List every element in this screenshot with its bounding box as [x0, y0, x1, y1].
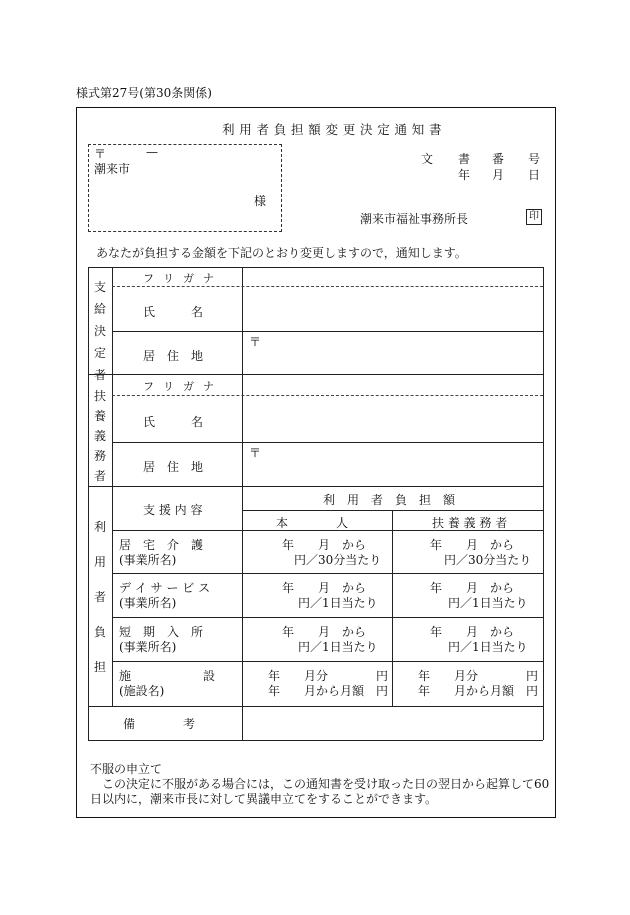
burden-label-char: 担: [93, 660, 106, 674]
self-amount-line2: 円／1日当たり: [298, 596, 378, 610]
recipient-label-char: 決: [93, 324, 106, 338]
service-name: 短 期 入 所: [119, 625, 204, 639]
table-line: [112, 573, 543, 574]
table-line: [88, 486, 543, 487]
guardian-furigana-label: フ リ ガ ナ: [143, 380, 217, 393]
self-amount-line1: 年 月 から: [282, 581, 367, 595]
guardian-label-char: 義: [93, 429, 106, 443]
appeal-line-1: この決定に不服がある場合には，この通知書を受け取った日の翌日から起算して60: [90, 777, 550, 791]
service-sub: (事業所名): [119, 640, 177, 654]
date-day: 日: [528, 168, 541, 182]
address-box: [88, 144, 282, 232]
self-header: 本 人: [276, 516, 349, 530]
service-name: デ イ サ ー ビ ス: [119, 581, 211, 595]
table-dashed-line: [112, 395, 543, 396]
issuer: 潮来市福祉事務所長: [360, 212, 469, 226]
guardian-amount-line2: 円／1日当たり: [448, 596, 528, 610]
doc-number-char: 文: [421, 152, 434, 166]
guardian-header: 扶 養 義 務 者: [432, 516, 508, 530]
service-sub: (施設名): [119, 684, 165, 698]
doc-number-char: 書: [458, 152, 471, 166]
self-amount-line1: 年 月 から: [282, 625, 367, 639]
burden-label-char: 負: [93, 625, 106, 639]
table-line: [112, 267, 113, 706]
burden-label-char: 用: [93, 555, 106, 569]
date-month: 月: [492, 168, 505, 182]
doc-number-char: 号: [528, 152, 541, 166]
recipient-furigana-label: フ リ ガ ナ: [143, 272, 217, 285]
table-line: [88, 706, 543, 707]
user-burden-header: 利 用 者 負 担 額: [323, 493, 456, 507]
doc-number-char: 番: [492, 152, 505, 166]
table-line: [88, 267, 89, 740]
table-line: [543, 267, 544, 740]
table-line: [242, 267, 243, 740]
postal-mark: 〒: [94, 147, 107, 161]
table-line: [242, 510, 543, 511]
table-line: [88, 374, 543, 375]
guardian-label-char: 者: [93, 469, 106, 483]
guardian-amount-line1: 年 月 から: [430, 581, 515, 595]
guardian-label-char: 養: [93, 409, 106, 423]
postal-dash: —: [146, 145, 158, 159]
guardian-amount-line1: 年 月 から: [430, 625, 515, 639]
form-number: 様式第27号(第30条関係): [76, 86, 212, 100]
table-line: [88, 740, 543, 741]
guardian-name-label: 氏 名: [143, 415, 204, 429]
appeal-heading: 不服の申立て: [90, 762, 163, 776]
guardian-label-char: 務: [93, 449, 106, 463]
address-city: 潮来市: [94, 162, 131, 176]
guardian-amount-line1: 年 月分 円: [418, 669, 539, 683]
recipient-address-label: 居 住 地: [143, 349, 204, 363]
table-line: [392, 510, 393, 706]
service-name: 居 宅 介 護: [119, 538, 204, 552]
recipient-postal-mark: 〒: [249, 335, 262, 349]
remarks-label: 備 考: [123, 717, 196, 731]
honorific: 様: [254, 194, 267, 208]
self-amount-line2: 円／1日当たり: [298, 640, 378, 654]
recipient-name-label: 氏 名: [143, 305, 204, 319]
recipient-label-char: 支: [93, 280, 106, 294]
table-line: [112, 661, 543, 662]
self-amount-line2: 年 月から月額 円: [268, 684, 389, 698]
table-dashed-line: [112, 286, 543, 287]
table-line: [112, 617, 543, 618]
recipient-label-char: 給: [93, 302, 106, 316]
guardian-label-char: 扶: [93, 389, 106, 403]
service-sub: (事業所名): [119, 553, 177, 567]
table-line: [112, 442, 543, 443]
service-sub: (事業所名): [119, 596, 177, 610]
support-content-header: 支 援 内 容: [143, 503, 203, 517]
guardian-amount-line2: 円／30分当たり: [444, 553, 532, 567]
appeal-line-2: 日以内に，潮来市長に対して異議申立てをすることができます。: [90, 792, 438, 806]
table-line: [112, 331, 543, 332]
guardian-address-label: 居 住 地: [143, 460, 204, 474]
guardian-postal-mark: 〒: [249, 446, 262, 460]
self-amount-line1: 年 月 から: [282, 538, 367, 552]
burden-label-char: 利: [93, 520, 106, 534]
form-title: 利用者負担額変更決定通知書: [222, 122, 447, 137]
self-amount-line2: 円／30分当たり: [294, 553, 382, 567]
guardian-amount-line2: 円／1日当たり: [448, 640, 528, 654]
seal-mark: 印: [526, 209, 542, 225]
recipient-label-char: 者: [93, 368, 106, 382]
table-line: [88, 267, 543, 268]
intro-text: あなたが負担する金額を下記のとおり変更しますので，通知します。: [96, 246, 467, 260]
self-amount-line1: 年 月分 円: [268, 669, 389, 683]
burden-label-char: 者: [93, 590, 106, 604]
guardian-amount-line1: 年 月 から: [430, 538, 515, 552]
date-year: 年: [458, 168, 471, 182]
recipient-label-char: 定: [93, 346, 106, 360]
service-name: 施 設: [119, 669, 216, 683]
guardian-amount-line2: 年 月から月額 円: [418, 684, 539, 698]
